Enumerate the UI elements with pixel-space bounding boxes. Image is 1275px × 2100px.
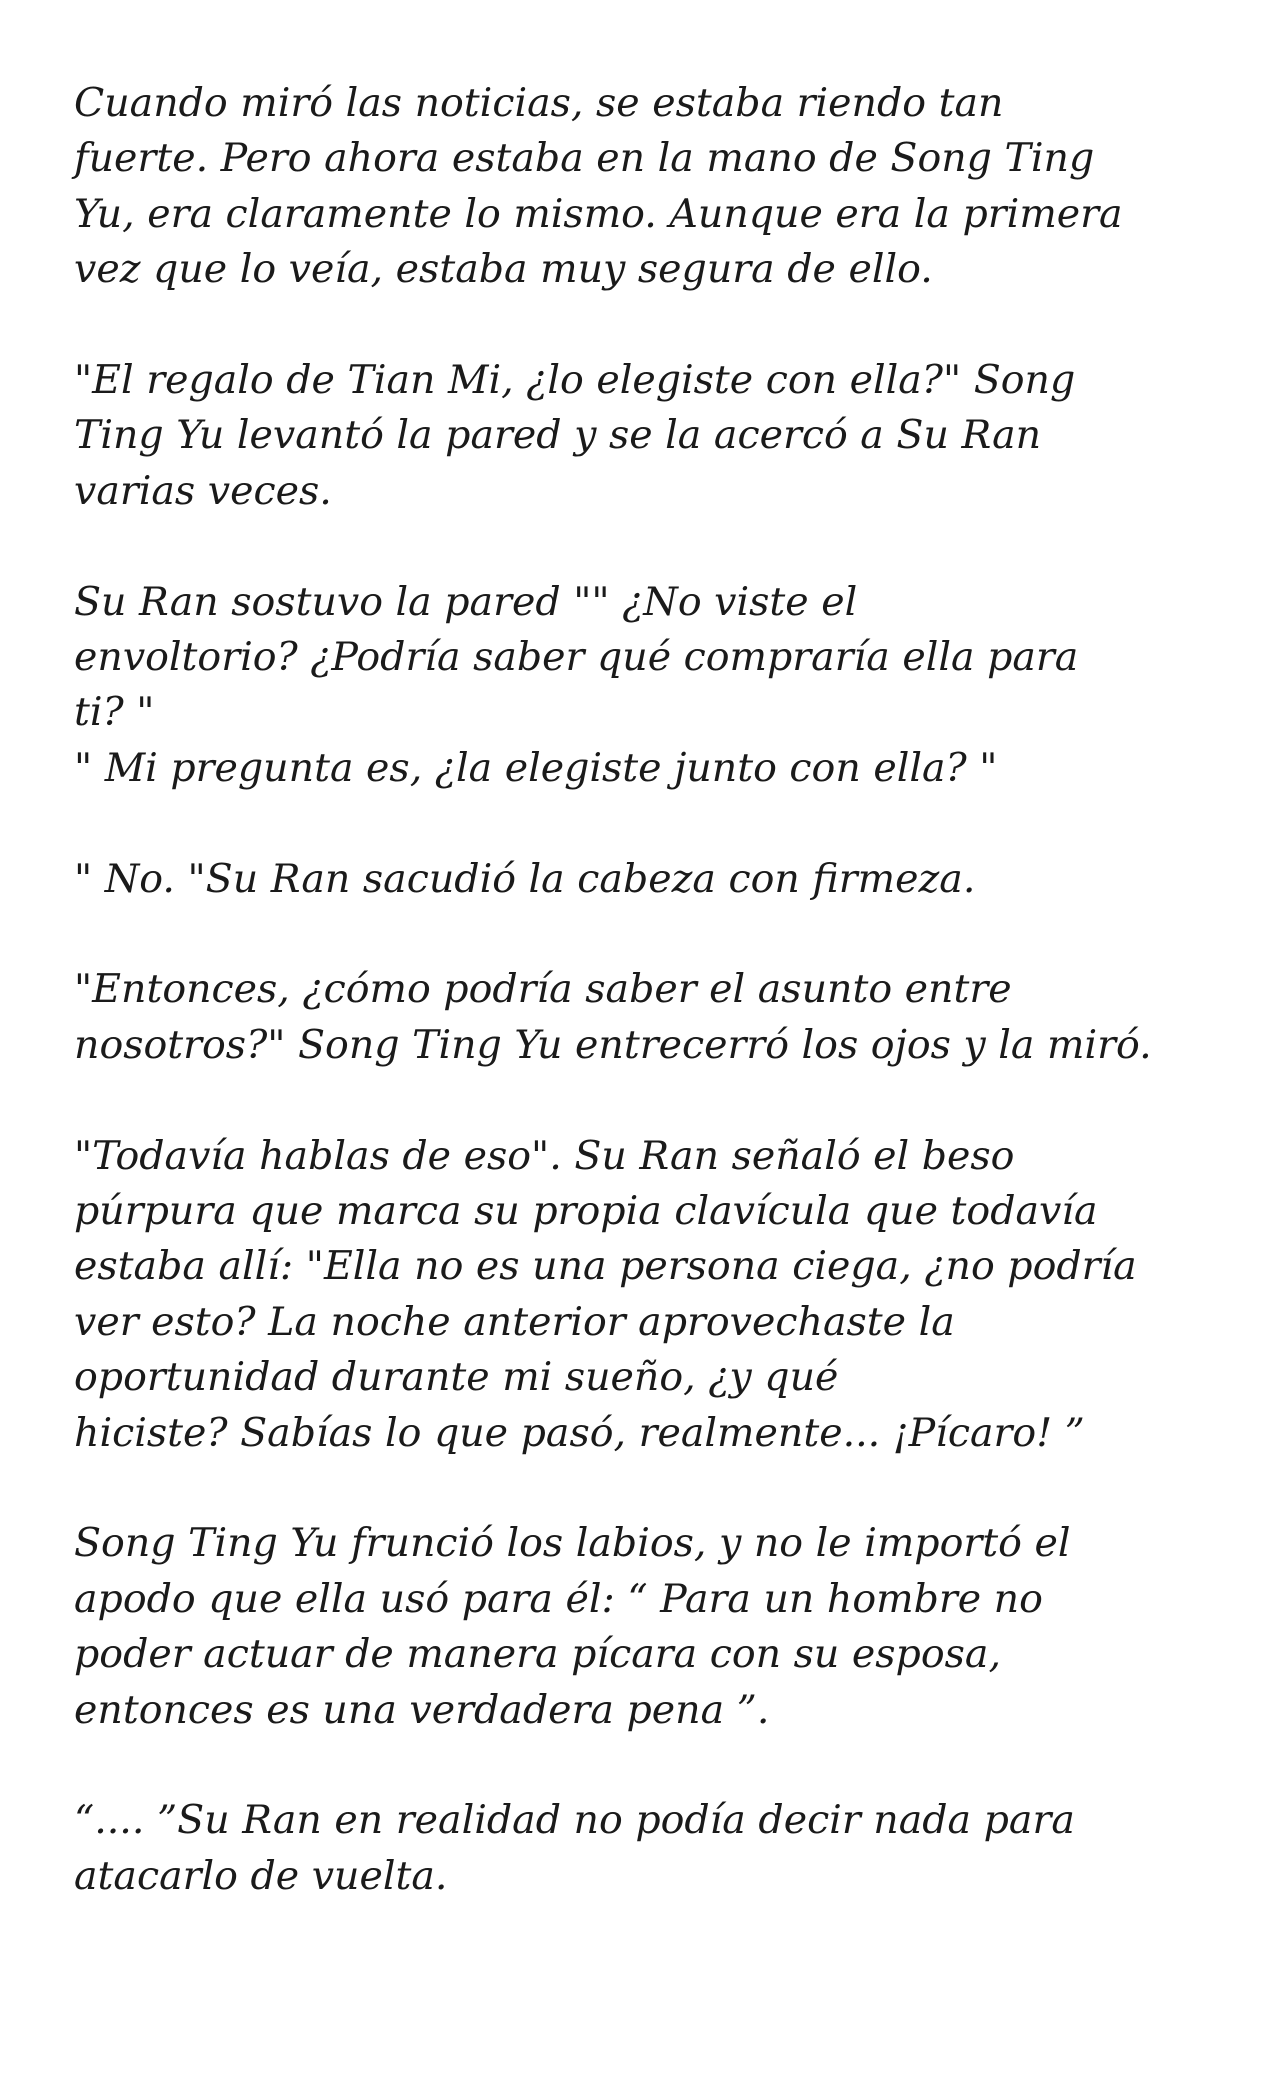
paragraph-2 — [74, 353, 1224, 519]
text-line: Yu, era claramente lo mismo. Aunque era la primera — [74, 190, 1123, 237]
text-line: púrpura que marca su propia clavícula que todavía — [74, 1188, 1098, 1235]
text-line: apodo que ella usó para él: “ Para un hombre no — [74, 1575, 1043, 1622]
paragraph-4 — [74, 852, 1224, 907]
text-line: ti? " — [74, 689, 155, 736]
text-line: "Entonces, ¿cómo podría saber el asunto entre — [74, 966, 1012, 1013]
text-line: atacarlo de vuelta. — [74, 1852, 448, 1899]
text-line: "Todavía hablas de eso". Su Ran señaló el beso — [74, 1132, 1015, 1179]
text-line: ver esto? La noche anterior aprovechaste la — [74, 1298, 955, 1345]
text-line: "El regalo de Tian Mi, ¿lo elegiste con ella?" Song — [74, 357, 1076, 404]
text-line: nosotros?" Song Ting Yu entrecerró los ojos y la miró. — [74, 1021, 1152, 1068]
text-line: estaba allí: "Ella no es una persona ciega, ¿no podría — [74, 1243, 1137, 1290]
text-line: " No. "Su Ran sacudió la cabeza con firmeza. — [74, 855, 976, 902]
text-line: varias veces. — [74, 467, 332, 514]
text-line: hiciste? Sabías lo que pasó, realmente... ¡Pícaro! ” — [74, 1409, 1085, 1456]
text-line: fuerte. Pero ahora estaba en la mano de Song Ting — [74, 135, 1095, 182]
text-line: poder actuar de manera pícara con su esposa, — [74, 1631, 1001, 1678]
text-line: " Mi pregunta es, ¿la elegiste junto con ella? " — [74, 744, 998, 791]
paragraph-8 — [74, 1793, 1224, 1904]
text-line: oportunidad durante mi sueño, ¿y qué — [74, 1354, 839, 1401]
paragraph-6 — [74, 1129, 1224, 1461]
text-line: Song Ting Yu frunció los labios, y no le importó el — [74, 1520, 1071, 1567]
text-line: Su Ran sostuvo la pared "" ¿No viste el — [74, 578, 858, 625]
text-line: entonces es una verdadera pena ”. — [74, 1686, 770, 1733]
paragraph-1 — [74, 76, 1224, 298]
text-line: Ting Yu levantó la pared y se la acercó a Su Ran — [74, 412, 1042, 459]
paragraph-7 — [74, 1516, 1224, 1738]
paragraph-3 — [74, 575, 1224, 797]
text-line: vez que lo veía, estaba muy segura de ello. — [74, 246, 933, 293]
document-page — [74, 76, 1224, 1960]
paragraph-5 — [74, 962, 1224, 1073]
text-line: envoltorio? ¿Podría saber qué compraría ella para — [74, 634, 1079, 681]
text-line: “.... ”Su Ran en realidad no podía decir nada para — [74, 1797, 1075, 1844]
text-line: Cuando miró las noticias, se estaba riendo tan — [74, 80, 1004, 126]
